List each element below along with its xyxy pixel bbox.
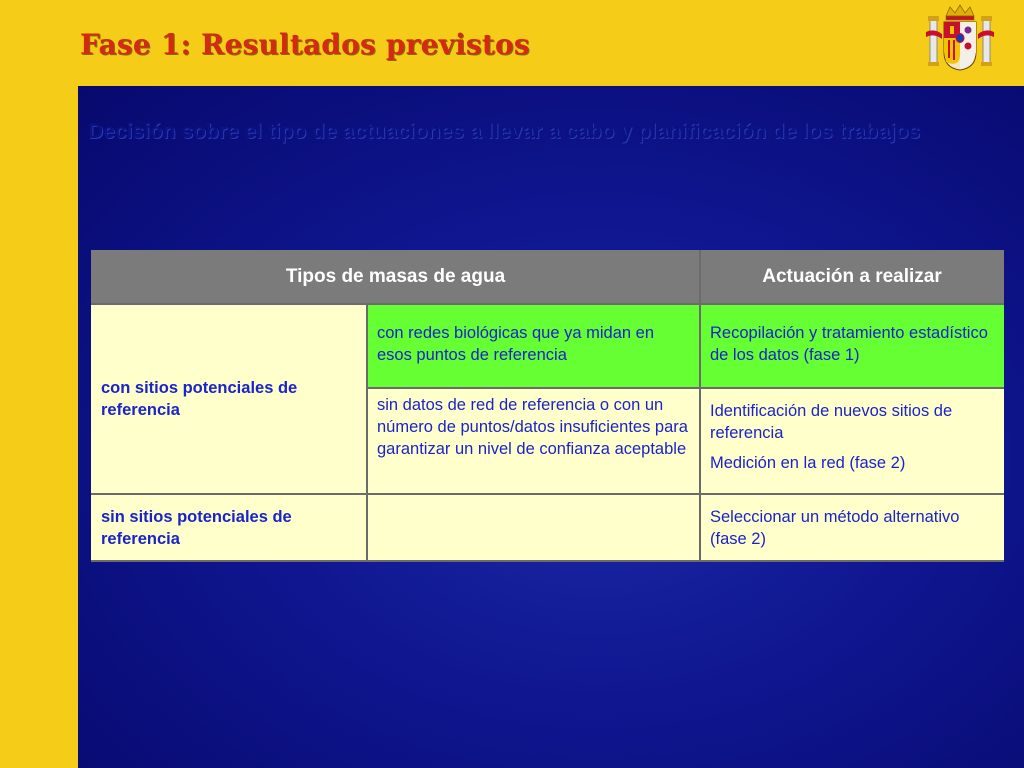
table-row-condition (367, 388, 700, 494)
condition-text: con redes biológicas que ya midan en esos puntos de referencia (377, 324, 655, 364)
table-divider (91, 303, 1004, 305)
table-row-action (700, 304, 1004, 388)
table-divider (366, 304, 368, 562)
condition-text: sin datos de red de referencia o con un número de puntos/datos insuficientes para garantizar un nivel de confianza aceptable (377, 396, 688, 458)
page-title: Fase 1: Resultados previstos (80, 28, 530, 61)
action-text: Medición en la red (fase 2) (710, 454, 906, 472)
spain-coat-of-arms-icon (924, 2, 996, 74)
table-row-condition (367, 494, 700, 562)
table-divider (699, 250, 701, 562)
column-header-water-body-types: Tipos de masas de agua (91, 250, 700, 304)
table-row-action (700, 494, 1004, 562)
column-header-action: Actuación a realizar (700, 250, 1004, 304)
group-cell-without-reference-sites (91, 494, 367, 562)
action-text: Recopilación y tratamiento estadístico de los datos (fase 1) (710, 324, 988, 364)
table-row-condition (367, 304, 700, 388)
table-divider (91, 493, 1004, 495)
group-label: sin sitios potenciales de referencia (101, 508, 292, 548)
table-divider (91, 560, 1004, 562)
action-text: Identificación de nuevos sitios de referencia (710, 402, 953, 442)
group-cell-with-reference-sites (91, 304, 367, 494)
reference-sites-table (91, 250, 1004, 562)
action-text: Seleccionar un método alternativo (fase 2) (710, 508, 960, 548)
condition-text (367, 494, 700, 506)
table-divider (367, 387, 1004, 389)
slide-subtitle: Decisión sobre el tipo de actuaciones a llevar a cabo y planificación de los trabajos (88, 120, 921, 143)
group-label: con sitios potenciales de referencia (101, 379, 298, 419)
table-row-action (700, 388, 1004, 494)
